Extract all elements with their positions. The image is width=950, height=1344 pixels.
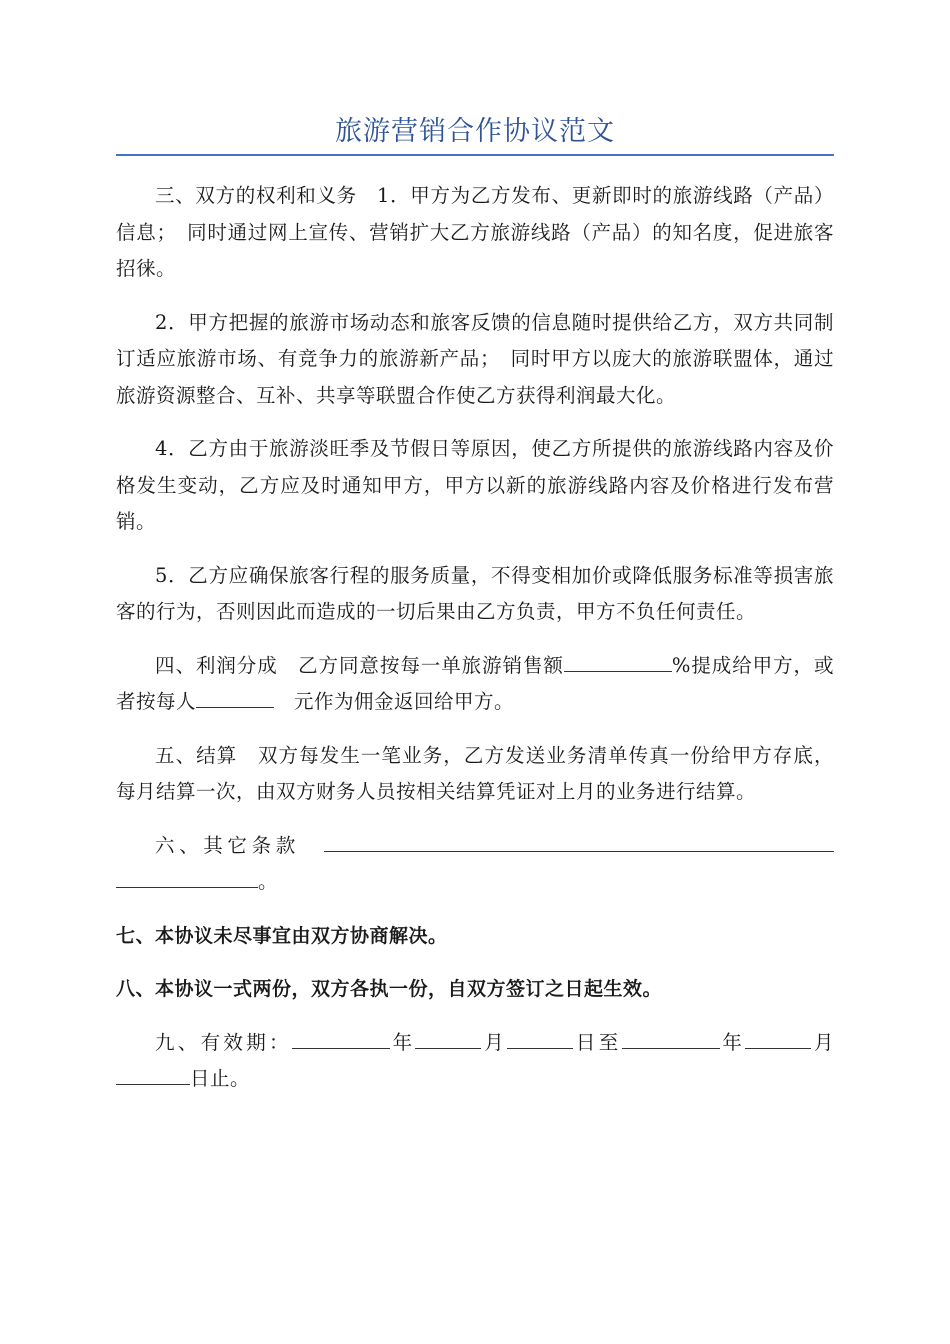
profit-share-text-c: 元作为佣金返回给甲方。 bbox=[274, 690, 515, 713]
per-person-amount-blank[interactable] bbox=[196, 688, 274, 709]
other-terms-label: 六、其它条款 bbox=[155, 833, 324, 857]
profit-share-text-a: 四、利润分成 乙方同意按每一单旅游销售额 bbox=[155, 653, 564, 677]
document-body bbox=[116, 178, 834, 1115]
year-label-2: 年 bbox=[719, 1030, 746, 1054]
month-label-2: 月 bbox=[811, 1030, 834, 1054]
end-year-blank[interactable] bbox=[622, 1028, 720, 1049]
paragraph-rights-4: 4．乙方由于旅游淡旺季及节假日等原因，使乙方所提供的旅游线路内容及价格发生变动，乙方应及时通知甲方，甲方以新的旅游线路内容及价格进行发布营销。 bbox=[116, 437, 834, 533]
year-label-1: 年 bbox=[389, 1030, 416, 1054]
commission-rate-blank[interactable] bbox=[564, 651, 672, 672]
end-month-blank[interactable] bbox=[745, 1028, 811, 1049]
other-terms-blank-2[interactable] bbox=[116, 868, 258, 889]
month-label-1: 月 bbox=[481, 1030, 508, 1054]
start-year-blank[interactable] bbox=[292, 1028, 390, 1049]
paragraph-validity bbox=[116, 1025, 834, 1098]
title-underline bbox=[116, 154, 834, 156]
paragraph-settlement: 五、结算 双方每发生一笔业务，乙方发送业务清单传真一份给甲方存底，每月结算一次，由双方财务人员按相关结算凭证对上月的业务进行结算。 bbox=[116, 743, 834, 803]
paragraph-rights-2: 2．甲方把握的旅游市场动态和旅客反馈的信息随时提供给乙方，双方共同制订适应旅游市场、有竞争力的旅游新产品； 同时甲方以庞大的旅游联盟体，通过旅游资源整合、互补、共享等联盟合作使乙方获得利润最大化。 bbox=[116, 310, 834, 407]
paragraph-clause-7: 七、本协议未尽事宜由双方协商解决。 bbox=[116, 924, 448, 947]
paragraph-profit-share bbox=[116, 648, 834, 721]
other-terms-end: 。 bbox=[258, 870, 279, 893]
profit-share-text-b: %提成给甲方，或者按每人 bbox=[116, 653, 834, 713]
validity-label: 九、有效期： bbox=[155, 1030, 292, 1054]
day-label-1: 日至 bbox=[573, 1030, 622, 1054]
paragraph-rights-1: 三、双方的权利和义务 1．甲方为乙方发布、更新即时的旅游线路（产品）信息； 同时通过网上宣传、营销扩大乙方旅游线路（产品）的知名度，促进旅客招徕。 bbox=[116, 184, 834, 280]
day-end-label: 日止。 bbox=[190, 1067, 251, 1090]
other-terms-blank-1[interactable] bbox=[324, 831, 834, 852]
paragraph-other-terms bbox=[116, 828, 834, 901]
start-month-blank[interactable] bbox=[415, 1028, 481, 1049]
end-day-blank[interactable] bbox=[116, 1065, 190, 1086]
start-day-blank[interactable] bbox=[507, 1028, 573, 1049]
document-title: 旅游营销合作协议范文 bbox=[335, 116, 615, 147]
paragraph-rights-5: 5．乙方应确保旅客行程的服务质量，不得变相加价或降低服务标准等损害旅客的行为，否则因此而造成的一切后果由乙方负责，甲方不负任何责任。 bbox=[116, 563, 834, 623]
paragraph-clause-8: 八、本协议一式两份，双方各执一份，自双方签订之日起生效。 bbox=[116, 978, 663, 1000]
